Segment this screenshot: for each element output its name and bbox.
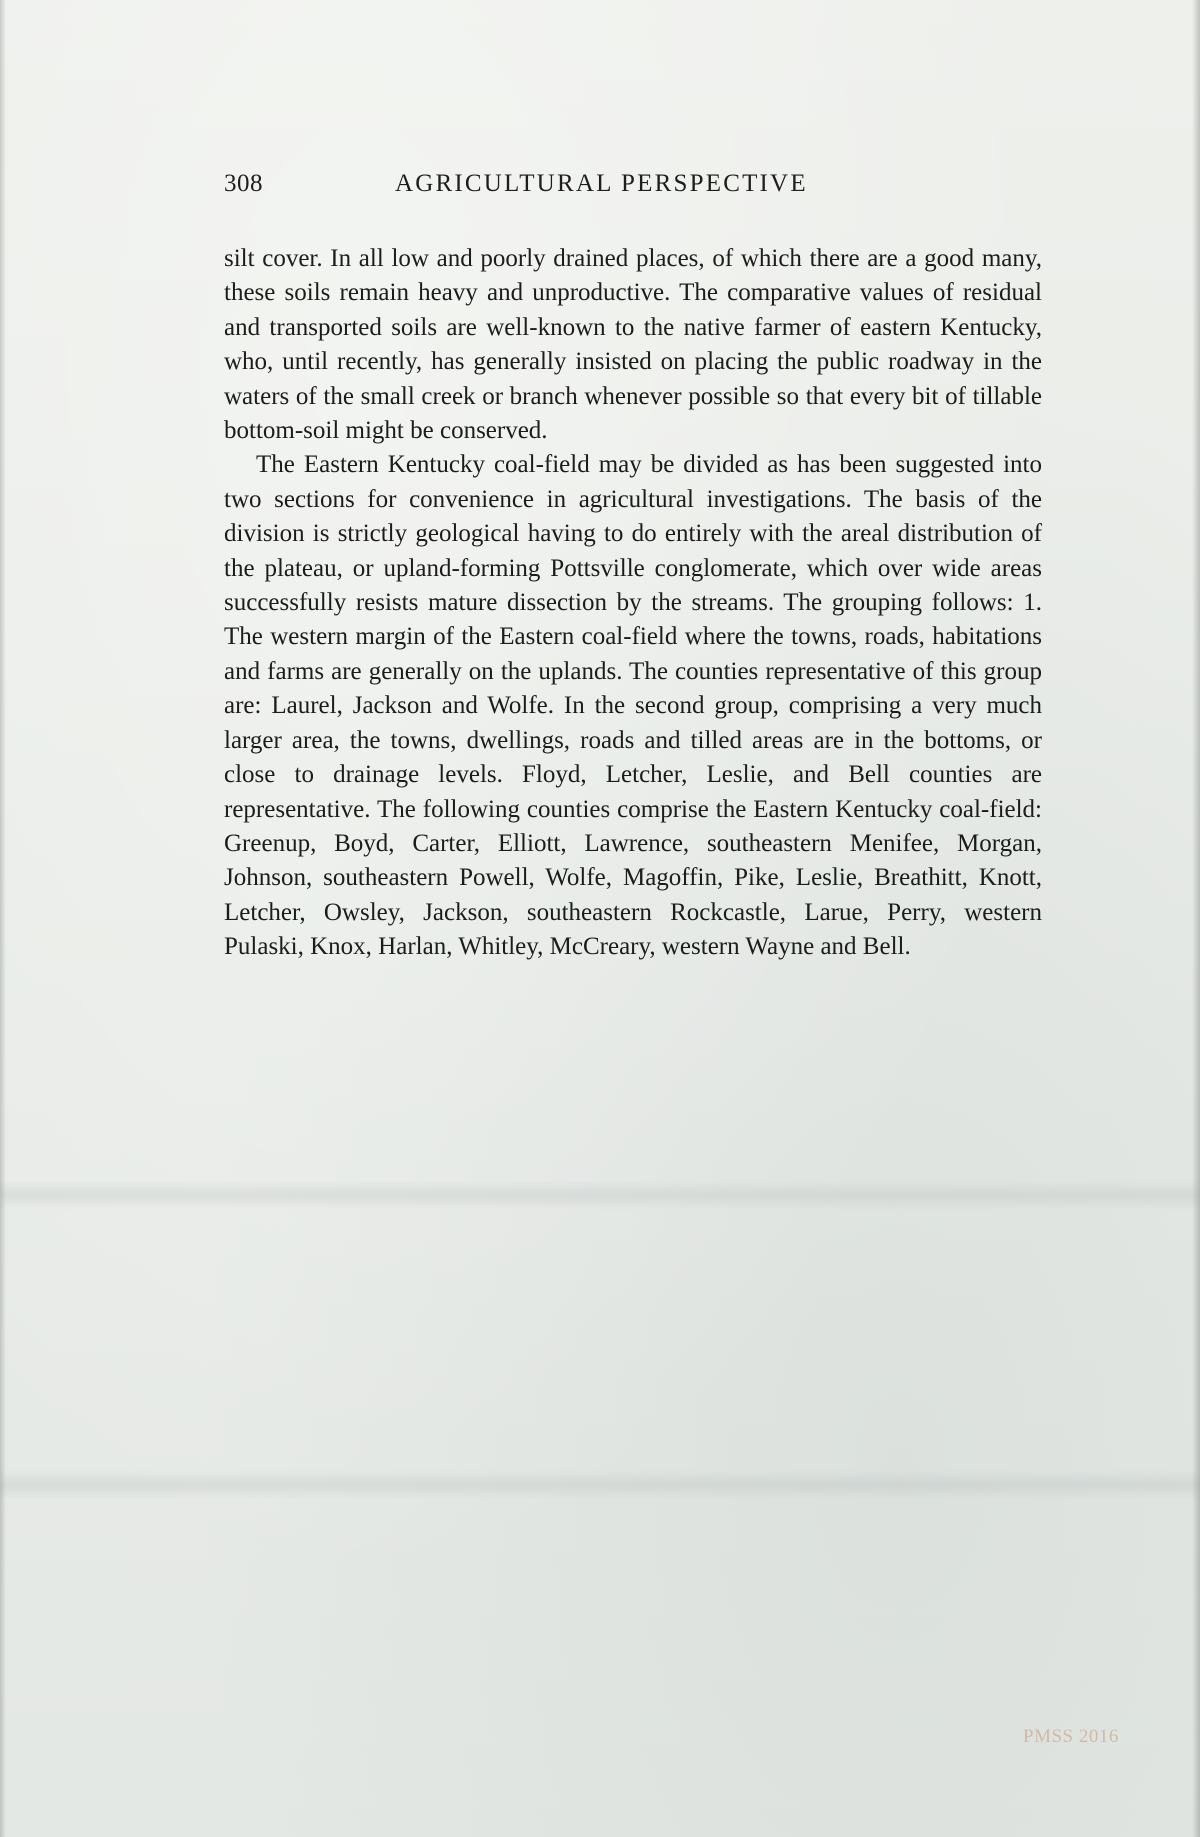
body-text [224,242,1042,965]
paper-crease [0,1180,1200,1210]
page-edge-right [1192,0,1200,1837]
running-head [224,170,1040,210]
page-edge-left [0,0,6,1837]
paper-crease [0,1470,1200,1500]
running-title: AGRICULTURAL PERSPECTIVE [395,170,808,197]
paragraph-1: silt cover. In all low and poorly drained places, of which there are a good many, these soils remain heavy and unproductive. The comparative values of residual and transported soils are well-known to the native farmer of eastern Kentucky, who, until recently, has generally insisted on placing the public roadway in the waters of the small creek or branch whenever possible so that every bit of tillable bottom-soil might be conserved. [224,245,1042,445]
paragraph-2: The Eastern Kentucky coal-field may be divided as has been suggested into two sections for convenience in agricultural investigations. The basis of the division is strictly geological having to do entirely with the areal distribution of the plateau, or upland-forming Pottsville conglomerate, which over wide areas successfully resists mature dissection by the streams. The grouping follows: 1. The western margin of the Eastern coal-field where the towns, roads, habitations and farms are generally on the uplands. The counties representative of this group are: Laurel, Jackson and Wolfe. In the second group, comprising a very much larger area, the towns, dwellings, roads and tilled areas are in the bottoms, or close to drainage levels. Floyd, Letcher, Leslie, and Bell counties are representative. The following counties comprise the Eastern Kentucky coal-field: Greenup, Boyd, Carter, Elliott, Lawrence, southeastern Menifee, Morgan, Johnson, southeastern Powell, Wolfe, Magoffin, Pike, Leslie, Breathitt, Knott, Letcher, Owsley, Jackson, southeastern Rockcastle, Larue, Perry, western Pulaski, Knox, Harlan, Whitley, McCreary, western Wayne and Bell. [224,451,1042,961]
watermark: PMSS 2016 [1023,1726,1119,1747]
page-number: 308 [224,170,263,197]
